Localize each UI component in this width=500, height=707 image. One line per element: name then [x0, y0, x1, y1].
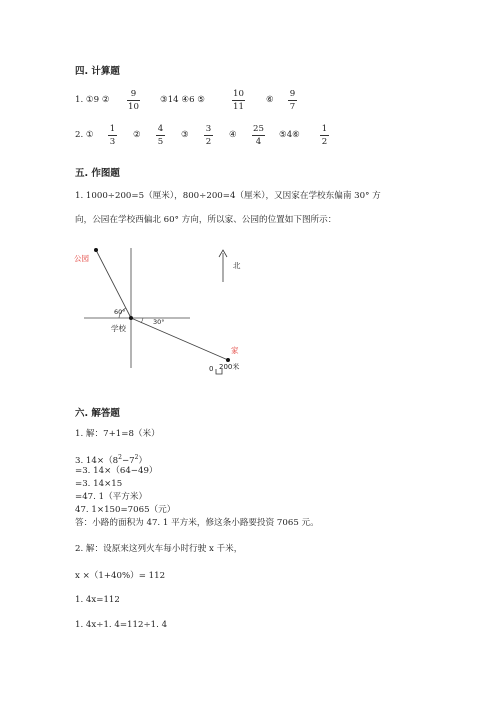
fraction-1-3 [108, 124, 117, 147]
position-diagram [70, 240, 270, 380]
fraction-bar [252, 135, 265, 136]
q3-mid: −7 [121, 456, 135, 466]
q3-prefix: 3. 14×（8 [75, 456, 119, 466]
fraction-3-2 [204, 124, 213, 147]
fraction-bar [204, 135, 213, 136]
fraction-bar [288, 100, 297, 101]
calc-row1-mid1: ③14 ④6 ⑤ [160, 95, 205, 105]
scale-zero: 0 [209, 365, 214, 373]
scale-label: 200米 [219, 363, 240, 371]
section-heading-calc: 四. 计算题 [75, 66, 120, 77]
calc-row1-prefix: 1. ①9 ② [75, 95, 110, 105]
q2-line: 2. 解：设原来这列火车每小时行驶 x 千米， [75, 544, 243, 554]
q3-exponent-2: 2 [134, 454, 139, 461]
denominator: 10 [128, 102, 139, 112]
north-label: 北 [233, 261, 241, 270]
q1-line: 1. 解：7+1=8（米） [75, 429, 160, 439]
q3-step-4: 47. 1×150=7065（元） [75, 505, 176, 515]
q3-step-2: =3. 14×15 [75, 479, 123, 489]
numerator: 4 [157, 124, 164, 134]
fraction-bar [108, 135, 117, 136]
calc-row2-m2: ③ [181, 130, 189, 140]
draw-text-line1: 1. 1000÷200=5（厘米），800÷200=4（厘米），又因家在学校东偏南 30° 方 [75, 191, 381, 201]
angle-30-label: 30° [153, 318, 165, 326]
calc-row2-m1: ② [133, 130, 141, 140]
home-label: 家 [231, 346, 239, 355]
denominator: 2 [205, 137, 212, 147]
numerator: 9 [289, 89, 296, 99]
school-label: 学校 [111, 324, 126, 333]
numerator: 10 [233, 89, 244, 99]
q3-step-1: =3. 14×（64−49） [75, 466, 158, 476]
fraction-10-11 [232, 89, 245, 112]
q3-step-3: =47. 1（平方米） [75, 492, 148, 502]
fraction-9-10 [127, 89, 140, 112]
fraction-1-2 [320, 124, 329, 147]
denominator: 11 [233, 102, 244, 112]
fraction-bar [156, 135, 165, 136]
fraction-9-7 [288, 89, 297, 112]
numerator: 9 [130, 89, 137, 99]
denominator: 2 [321, 137, 328, 147]
q3-suffix: ） [138, 456, 148, 466]
calc-row2-prefix: 2. ① [75, 130, 94, 140]
numerator: 1 [109, 124, 116, 134]
calc-row2-m3: ④ [229, 130, 237, 140]
numerator: 3 [205, 124, 212, 134]
school-point [129, 316, 133, 320]
fraction-bar [127, 100, 140, 101]
calc-row2-m4: ⑤4⑥ [279, 130, 300, 140]
denominator: 5 [157, 137, 164, 147]
denominator: 3 [109, 137, 116, 147]
fraction-25-4 [252, 124, 265, 147]
section-heading-draw: 五. 作图题 [75, 168, 120, 179]
draw-text-line2: 向，公园在学校西偏北 60° 方向，所以家、公园的位置如下图所示： [75, 215, 337, 225]
line-school-to-home [131, 318, 228, 360]
home-point [226, 358, 230, 362]
q3-exponent-1: 2 [118, 454, 122, 461]
fraction-bar [320, 135, 329, 136]
q2-equation-3: 1. 4x÷1. 4=112÷1. 4 [75, 620, 168, 630]
calc-row1-mid2: ⑥ [266, 95, 274, 105]
angle-arc-30 [141, 318, 143, 323]
park-label: 公园 [74, 254, 89, 263]
numerator: 25 [253, 124, 264, 134]
fraction-4-5 [156, 124, 165, 147]
section-heading-solve: 六. 解答题 [75, 408, 120, 419]
denominator: 4 [255, 137, 262, 147]
angle-60-label: 60° [114, 308, 126, 316]
q2-equation-2: 1. 4x=112 [75, 595, 120, 605]
numerator: 1 [321, 124, 328, 134]
fraction-bar [232, 100, 245, 101]
denominator: 7 [289, 102, 296, 112]
q2-equation-1: x ×（1+40%）= 112 [75, 571, 166, 581]
park-point [94, 248, 98, 252]
q3-answer: 答：小路的面积为 47. 1 平方米，修这条小路要投资 7065 元。 [75, 518, 319, 528]
